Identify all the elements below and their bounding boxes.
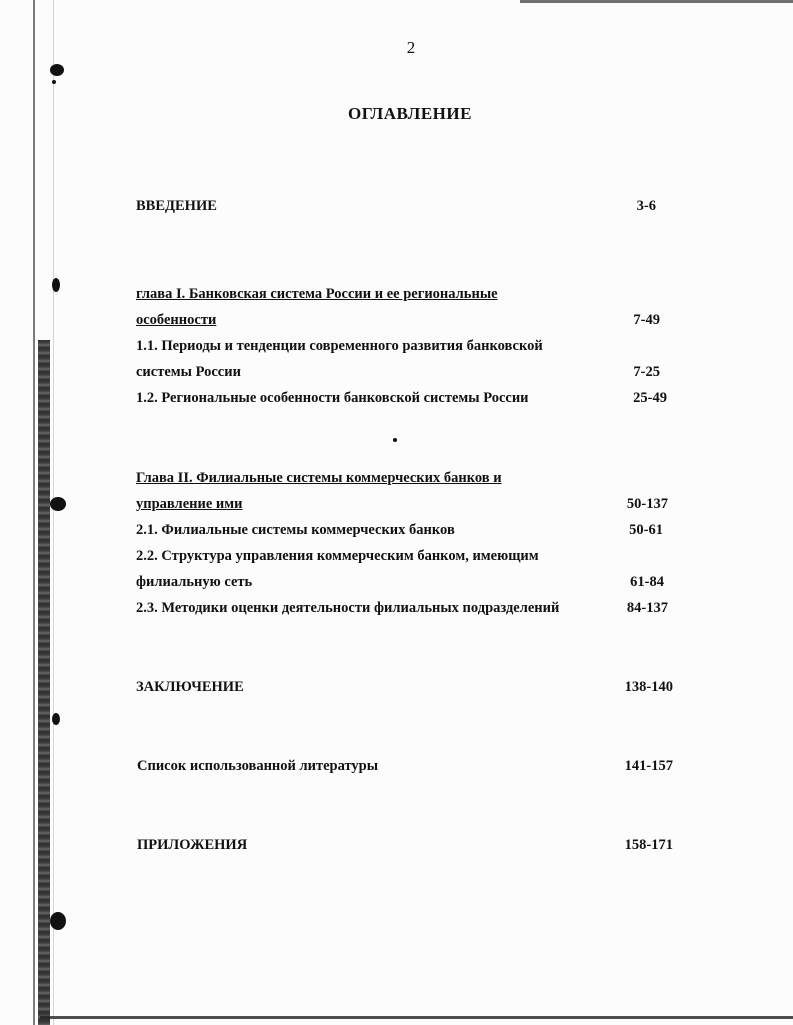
stray-dot (393, 438, 397, 442)
scan-edge-shadow (38, 340, 50, 1025)
page-title: ОГЛАВЛЕНИЕ (348, 104, 472, 123)
toc-chapter2-pages: 50-137 (626, 496, 668, 512)
scan-bottom-edge (40, 1016, 793, 1019)
toc-section-2-1-line1: 2.1. Филиальные системы коммерческих банков (136, 522, 455, 538)
toc-conclusion-label: ЗАКЛЮЧЕНИЕ (136, 679, 244, 695)
ink-blot (50, 912, 66, 930)
toc-section-1-2-pages: 25-49 (633, 390, 667, 406)
toc-chapter2-title-line1: Глава II. Филиальные системы коммерческих банков и (136, 470, 502, 486)
toc-section-1-2-line1: 1.2. Региональные особенности банковской системы России (136, 390, 529, 406)
scan-edge-line (33, 0, 35, 1025)
toc-section-2-1-pages: 50-61 (629, 522, 663, 538)
toc-chapter1-title-line1: глава I. Банковская система России и ее региональные (136, 286, 498, 302)
toc-section-2-3-line1: 2.3. Методики оценки деятельности филиальных подразделений (136, 600, 560, 616)
toc-section-2-2-line2: филиальную сеть (136, 574, 253, 590)
ink-blot (52, 80, 56, 84)
toc-section-2-2-pages: 61-84 (630, 574, 664, 590)
toc-appendices-pages: 158-171 (624, 837, 673, 853)
ink-blot (52, 713, 60, 725)
scan-edge-faint-line (53, 0, 54, 1025)
toc-intro-pages: 3-6 (636, 198, 656, 214)
ink-blot (52, 278, 60, 292)
toc-chapter1-pages: 7-49 (633, 312, 660, 328)
toc-section-1-1-line2: системы России (136, 364, 241, 380)
toc-section-2-2-line1: 2.2. Структура управления коммерческим банком, имеющим (136, 548, 539, 564)
toc-references-pages: 141-157 (624, 758, 673, 774)
toc-appendices-label: ПРИЛОЖЕНИЯ (137, 837, 248, 853)
ink-blot (50, 497, 66, 511)
toc-chapter2-title-line2: управление ими (136, 496, 243, 512)
scan-top-edge (520, 0, 793, 3)
toc-conclusion-pages: 138-140 (624, 679, 673, 695)
ink-blot (50, 64, 64, 76)
toc-section-1-1-pages: 7-25 (633, 364, 660, 380)
page-number: 2 (406, 38, 416, 57)
toc-section-1-1-line1: 1.1. Периоды и тенденции современного развития банковской (136, 338, 543, 354)
toc-intro-label: ВВЕДЕНИЕ (136, 198, 217, 214)
toc-section-2-3-pages: 84-137 (626, 600, 668, 616)
toc-chapter1-title-line2: особенности (136, 312, 217, 328)
toc-references-label: Список использованной литературы (137, 758, 379, 774)
